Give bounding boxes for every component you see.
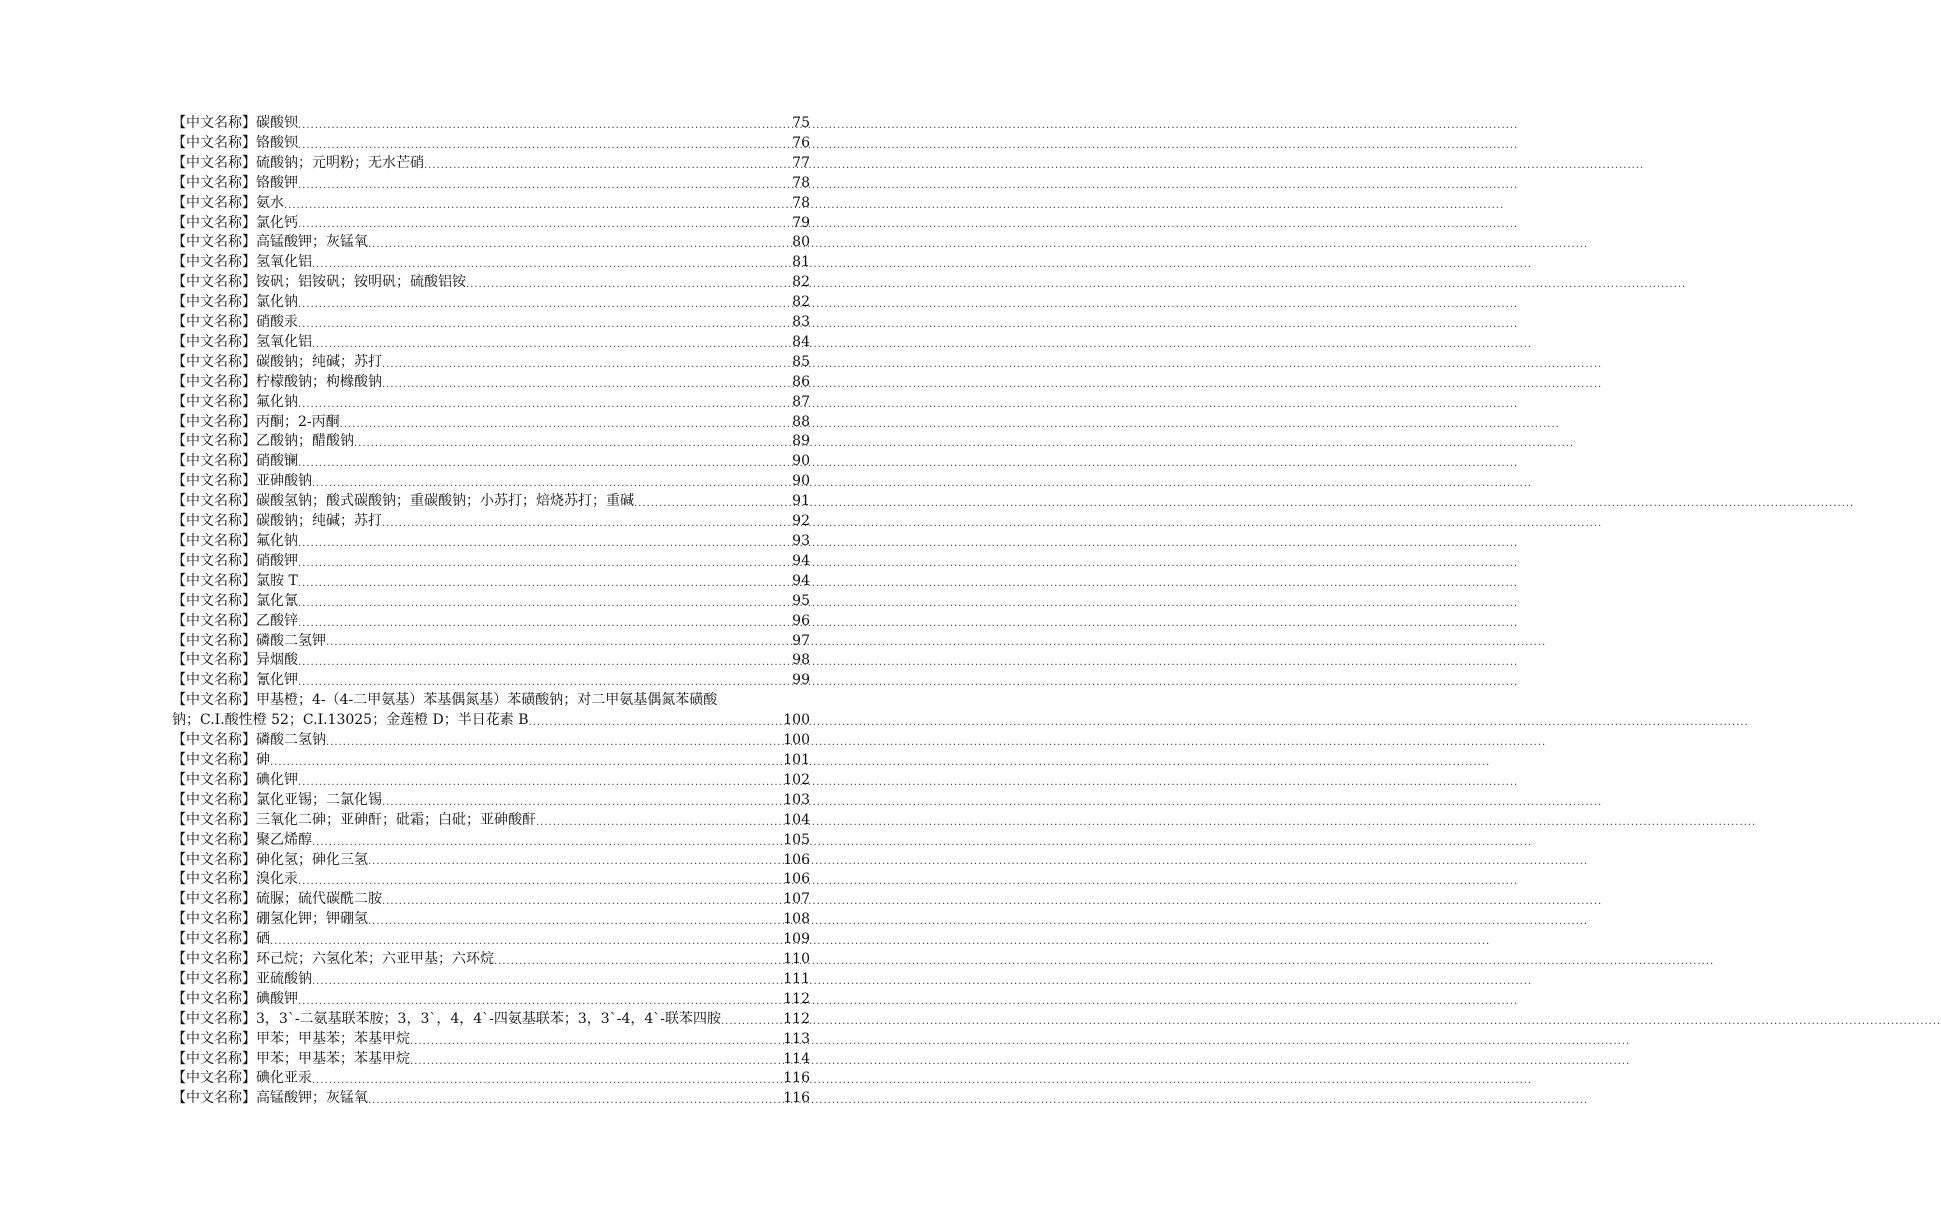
toc-page-number: 114 [783,1050,810,1067]
toc-entry[interactable] [172,253,810,273]
toc-entry-text: 【中文名称】氯化亚锡；二氯化锡 [172,791,382,808]
toc-page-number: 89 [792,433,810,450]
toc-entry-text: 【中文名称】甲苯；甲基苯；苯基甲烷 [172,1030,410,1047]
dot-leader [298,217,791,233]
toc-entry-text: 【中文名称】硝酸镧 [172,453,298,470]
toc-entry-text: 【中文名称】氰化钾 [172,672,298,689]
toc-page-number: 90 [792,473,810,490]
toc-page-number: 82 [792,274,810,291]
toc-entry[interactable] [172,632,810,652]
dot-leader [312,1073,782,1089]
toc-page-number: 85 [792,353,810,370]
toc-page-number: 91 [792,493,810,510]
dot-leader [298,576,791,592]
toc-page-number: 80 [792,234,810,251]
dot-leader [298,317,791,333]
toc-entry[interactable] [172,851,810,871]
dot-leader [312,337,791,353]
toc-entry[interactable] [172,214,810,234]
toc-entry-line2 [172,711,810,731]
toc-entry[interactable] [172,651,810,671]
toc-entry[interactable] [172,1030,810,1050]
toc-entry[interactable] [172,870,810,890]
toc-entry-text: 【中文名称】铬酸钾 [172,174,298,191]
toc-entry-text: 【中文名称】氨水 [172,194,284,211]
toc-page-number: 88 [792,413,810,430]
dot-leader [382,795,782,811]
toc-entry-text: 【中文名称】碘化亚汞 [172,1070,312,1087]
toc-entry-text: 【中文名称】3，3`-二氨基联苯胺；3，3`，4，4`-四氨基联苯；3，3`-4，4`-联苯四胺 [172,1010,721,1027]
dot-leader [382,516,791,532]
dot-leader [312,835,782,851]
toc-page-number: 102 [783,771,810,788]
dot-leader [424,158,791,174]
toc-entry-text: 【中文名称】高锰酸钾；灰锰氧 [172,234,368,251]
dot-leader [298,178,791,194]
toc-page-number: 75 [792,114,810,131]
toc-entry-text-line2: 钠；C.I.酸性橙 52；C.I.13025；金莲橙 D；半日花素 B [172,712,529,729]
toc-entry[interactable] [172,492,810,512]
dot-leader [298,655,791,671]
toc-entry[interactable] [172,930,810,950]
toc-page-number: 94 [792,572,810,589]
toc-entry[interactable] [172,1050,810,1070]
toc-entry-text: 【中文名称】硫脲；硫代碳酰二胺 [172,891,382,908]
toc-page-number: 112 [783,990,810,1007]
toc-entry-text: 【中文名称】碘酸钾 [172,990,298,1007]
toc-page-number: 106 [783,871,810,888]
dot-leader [410,1054,782,1070]
toc-entry[interactable] [172,433,810,453]
table-of-contents [172,114,810,1109]
toc-entry[interactable] [172,333,810,353]
dot-leader [340,417,792,433]
toc-entry[interactable] [172,552,810,572]
toc-page-number: 77 [792,154,810,171]
toc-page-number: 76 [792,134,810,151]
toc-page-number: 83 [792,314,810,331]
dot-leader [298,675,791,691]
dot-leader [298,874,782,890]
toc-entry[interactable] [172,791,810,811]
toc-entry[interactable] [172,313,810,333]
toc-entry-text: 【中文名称】砷化氢；砷化三氢 [172,851,368,868]
toc-page-number: 113 [783,1030,810,1047]
dot-leader [382,377,791,393]
toc-entry[interactable] [172,592,810,612]
toc-entry-text: 【中文名称】氯化氰 [172,592,298,609]
toc-entry-text: 【中文名称】甲苯；甲基苯；苯基甲烷 [172,1050,410,1067]
dot-leader [410,1034,782,1050]
dot-leader [298,556,791,572]
toc-entry-text: 【中文名称】亚砷酸钠 [172,473,312,490]
toc-entry-text: 【中文名称】亚硫酸钠 [172,970,312,987]
toc-page-number: 84 [792,333,810,350]
dot-leader [298,397,791,413]
dot-leader [382,894,782,910]
dot-leader [298,994,782,1010]
toc-entry-text: 【中文名称】硼氢化钾；钾硼氢 [172,911,368,928]
toc-page-number: 105 [783,831,810,848]
dot-leader [354,436,791,452]
toc-entry-text: 【中文名称】硝酸钾 [172,552,298,569]
toc-page-number: 108 [783,911,810,928]
toc-page-number: 96 [792,612,810,629]
toc-entry[interactable] [172,1070,810,1090]
toc-page-number: 87 [792,393,810,410]
dot-leader [298,596,791,612]
toc-page-number: 90 [792,453,810,470]
toc-entry-text: 【中文名称】氢氧化铝 [172,333,312,350]
dot-leader [494,954,782,970]
toc-entry-text: 【中文名称】碳酸钡 [172,114,298,131]
toc-entry[interactable] [172,831,810,851]
dot-leader [634,496,791,512]
toc-entry-text: 【中文名称】硫酸钠；元明粉；无水芒硝 [172,154,424,171]
toc-page-number: 110 [783,951,810,968]
dot-leader [529,715,783,731]
toc-page-number: 100 [783,712,810,729]
toc-page-number: 82 [792,294,810,311]
dot-leader [368,1093,782,1109]
toc-entry-text: 【中文名称】铬酸钡 [172,134,298,151]
toc-page-number: 97 [792,632,810,649]
toc-entry[interactable] [172,273,810,293]
toc-page-number: 109 [783,931,810,948]
toc-entry-text: 【中文名称】高锰酸钾；灰锰氧 [172,1090,368,1107]
dot-leader [298,616,791,632]
toc-entry-text: 【中文名称】氯化钙 [172,214,298,231]
toc-page-number: 111 [783,970,810,987]
toc-page-number: 116 [783,1070,810,1087]
dot-leader [312,257,791,273]
toc-entry[interactable] [172,532,810,552]
toc-page-number: 101 [783,751,810,768]
dot-leader [326,735,782,751]
toc-entry[interactable] [172,174,810,194]
toc-page-number: 93 [792,533,810,550]
toc-entry-text: 【中文名称】碘化钾 [172,771,298,788]
toc-entry-text: 【中文名称】硝酸汞 [172,314,298,331]
toc-entry[interactable] [172,771,810,791]
toc-entry[interactable] [172,472,810,492]
dot-leader [536,815,782,831]
toc-entry-text-line1: 【中文名称】甲基橙；4-（4-二甲氨基）苯基偶氮基）苯磺酸钠；对二甲氨基偶氮苯磺酸 [172,692,718,709]
dot-leader [312,974,782,990]
dot-leader [298,775,782,791]
toc-page-number: 103 [783,791,810,808]
toc-entry[interactable] [172,990,810,1010]
toc-entry-text: 【中文名称】氟化钠 [172,393,298,410]
toc-entry[interactable] [172,731,810,751]
dot-leader [382,357,791,373]
toc-entry-text: 【中文名称】铵矾；铝铵矾；铵明矾；硫酸铝铵 [172,274,466,291]
toc-page-number: 81 [792,254,810,271]
toc-entry-text: 【中文名称】三氧化二砷；亚砷酐；砒霜；白砒；亚砷酸酐 [172,811,536,828]
toc-page-number: 94 [792,552,810,569]
toc-entry[interactable] [172,612,810,632]
dot-leader [298,138,791,154]
toc-entry-text: 【中文名称】砷 [172,751,270,768]
toc-entry[interactable] [172,154,810,174]
toc-entry[interactable] [172,1010,810,1030]
toc-entry[interactable] [172,671,810,691]
toc-page-number: 98 [792,652,810,669]
toc-entry[interactable] [172,413,810,433]
dot-leader [298,536,791,552]
dot-leader [326,635,791,651]
toc-entry[interactable] [172,1089,810,1109]
toc-page-number: 78 [792,194,810,211]
dot-leader [298,456,791,472]
toc-entry-text: 【中文名称】乙酸钠；醋酸钠 [172,433,354,450]
dot-leader [284,198,791,214]
toc-entry-text: 【中文名称】聚乙烯醇 [172,831,312,848]
toc-page-number: 79 [792,214,810,231]
toc-entry[interactable] [172,512,810,532]
dot-leader [270,755,782,771]
toc-entry[interactable] [172,910,810,930]
dot-leader [368,854,782,870]
toc-entry[interactable] [172,751,810,771]
toc-page-number: 100 [783,732,810,749]
toc-entry-text: 【中文名称】氯化钠 [172,294,298,311]
toc-entry-text: 【中文名称】丙酮；2-丙酮 [172,413,340,430]
toc-page-number: 78 [792,174,810,191]
toc-entry[interactable] [172,233,810,253]
toc-entry-wrapped[interactable] [172,691,810,731]
toc-page-number: 95 [792,592,810,609]
toc-entry[interactable] [172,811,810,831]
toc-entry-text: 【中文名称】磷酸二氢钠 [172,732,326,749]
toc-entry-text: 【中文名称】碳酸钠；纯碱；苏打 [172,353,382,370]
dot-leader [368,237,791,253]
dot-leader [368,914,782,930]
toc-entry-text: 【中文名称】环己烷；六氢化苯；六亚甲基；六环烷 [172,951,494,968]
toc-entry-text: 【中文名称】硒 [172,931,270,948]
toc-page-number: 107 [783,891,810,908]
toc-entry-text: 【中文名称】氟化钠 [172,533,298,550]
toc-page-number: 112 [783,1010,810,1027]
toc-entry-text: 【中文名称】柠檬酸钠；枸橼酸钠 [172,373,382,390]
toc-page-number: 106 [783,851,810,868]
toc-entry-text: 【中文名称】乙酸锌 [172,612,298,629]
toc-entry[interactable] [172,114,810,134]
toc-page-number: 86 [792,373,810,390]
toc-entry-text: 【中文名称】溴化汞 [172,871,298,888]
toc-entry[interactable] [172,373,810,393]
toc-entry[interactable] [172,353,810,373]
toc-entry[interactable] [172,194,810,214]
dot-leader [721,1014,782,1030]
dot-leader [298,297,791,313]
toc-entry[interactable] [172,970,810,990]
dot-leader [466,277,791,293]
toc-entry-text: 【中文名称】氯胺 T [172,572,298,589]
toc-entry-text: 【中文名称】异烟酸 [172,652,298,669]
toc-entry[interactable] [172,452,810,472]
toc-entry[interactable] [172,393,810,413]
toc-entry[interactable] [172,134,810,154]
toc-entry[interactable] [172,572,810,592]
dot-leader [298,118,791,134]
toc-entry[interactable] [172,890,810,910]
dot-leader [270,934,782,950]
toc-entry-text: 【中文名称】碳酸钠；纯碱；苏打 [172,513,382,530]
toc-entry-text: 【中文名称】磷酸二氢钾 [172,632,326,649]
toc-entry-text: 【中文名称】碳酸氢钠；酸式碳酸钠；重碳酸钠；小苏打；焙烧苏打；重碱 [172,493,634,510]
toc-page-number: 99 [792,672,810,689]
toc-page-number: 92 [792,513,810,530]
toc-entry-text: 【中文名称】氢氧化铝 [172,254,312,271]
toc-entry[interactable] [172,293,810,313]
toc-page-number: 104 [783,811,810,828]
toc-page-number: 116 [783,1090,810,1107]
dot-leader [312,476,791,492]
toc-entry[interactable] [172,950,810,970]
